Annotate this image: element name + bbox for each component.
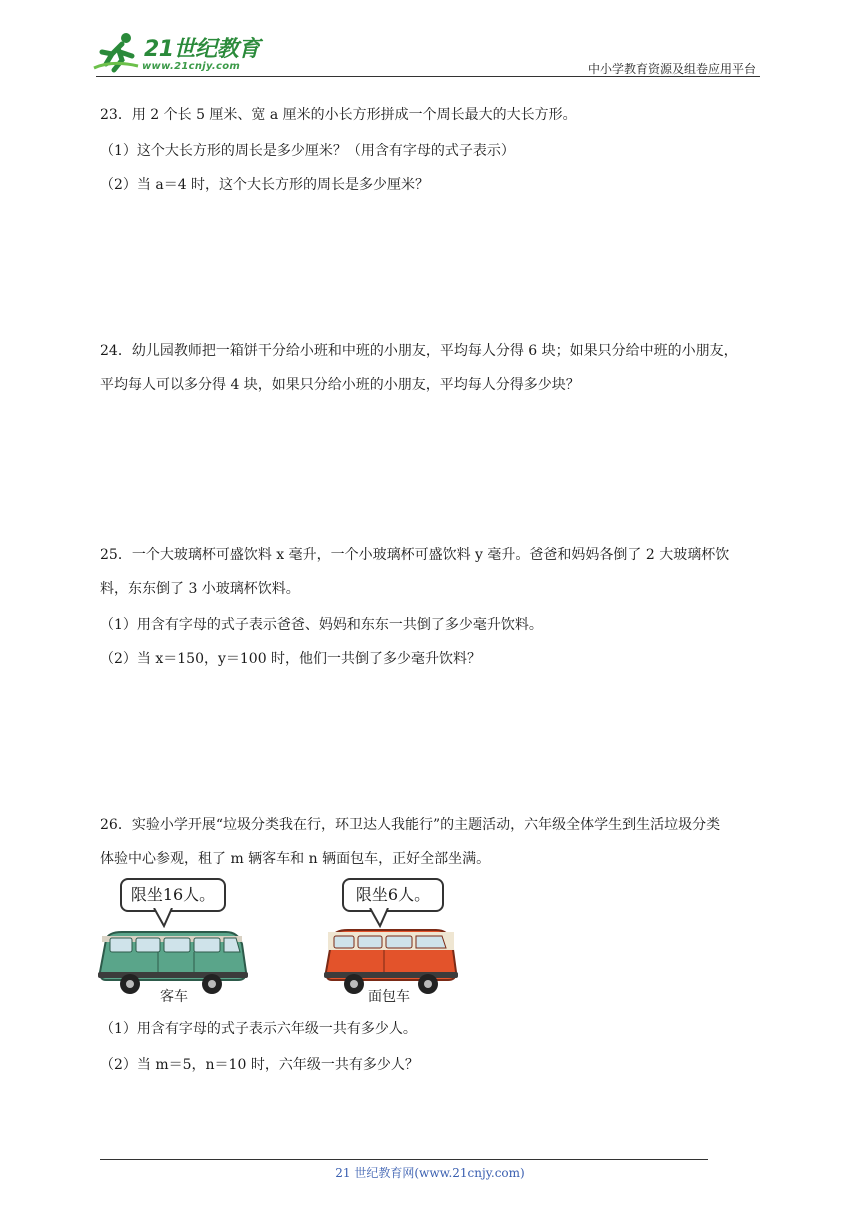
bus-caption-1: 客车 bbox=[160, 989, 188, 1005]
question-25-sub-2: （2）当 x＝150，y＝100 时，他们一共倒了多少毫升饮料？ bbox=[100, 651, 482, 667]
bus-capacity-bubble-1: 限坐16人。 bbox=[120, 878, 226, 912]
question-26-line-2: 体验中心参观，租了 m 辆客车和 n 辆面包车，正好全部坐满。 bbox=[100, 851, 491, 867]
header-platform-name: 中小学教育资源及组卷应用平台 bbox=[587, 62, 756, 76]
header-divider bbox=[96, 76, 760, 77]
logo-text: 21世纪教育 bbox=[144, 37, 260, 62]
runner-logo-icon bbox=[92, 30, 142, 74]
question-24 bbox=[100, 334, 764, 402]
logo-url: www.21cnjy.com bbox=[142, 61, 241, 72]
question-23-line-1: 23．用 2 个长 5 厘米、宽 a 厘米的小长方形拼成一个周长最大的大长方形。 bbox=[100, 107, 577, 123]
question-24-line-1: 24．幼儿园教师把一箱饼干分给小班和中班的小朋友，平均每人分得 6 块；如果只分给中班的小朋友， bbox=[100, 343, 738, 359]
question-26 bbox=[100, 808, 764, 876]
bus-capacity-bubble-2: 限坐6人。 bbox=[342, 878, 444, 912]
question-25-line-1: 25．一个大玻璃杯可盛饮料 x 毫升，一个小玻璃杯可盛饮料 y 毫升。爸爸和妈妈各倒了 2 大玻璃杯饮 bbox=[100, 547, 730, 563]
question-26-line-1: 26．实验小学开展“垃圾分类我在行，环卫达人我能行”的主题活动，六年级全体学生到生活垃圾分类 bbox=[100, 817, 721, 833]
bus-caption-2: 面包车 bbox=[368, 989, 410, 1005]
question-25-sub-1: （1）用含有字母的式子表示爸爸、妈妈和东东一共倒了多少毫升饮料。 bbox=[100, 617, 543, 633]
footer-divider bbox=[100, 1159, 708, 1160]
page-header bbox=[0, 0, 860, 80]
footer-link[interactable]: 21 世纪教育网(www.21cnjy.com) bbox=[335, 1166, 525, 1180]
question-23-sub-2: （2）当 a＝4 时，这个大长方形的周长是多少厘米？ bbox=[100, 177, 430, 193]
question-23 bbox=[100, 98, 764, 132]
bubble-tail-icon bbox=[152, 908, 176, 928]
logo bbox=[92, 30, 262, 80]
question-25 bbox=[100, 538, 764, 606]
question-24-line-2: 平均每人可以多分得 4 块，如果只分给小班的小朋友，平均每人分得多少块？ bbox=[100, 377, 580, 393]
question-23-sub-1: （1）这个大长方形的周长是多少厘米？（用含有字母的式子表示） bbox=[100, 143, 515, 159]
question-26-sub-1: （1）用含有字母的式子表示六年级一共有多少人。 bbox=[100, 1021, 417, 1037]
bubble-tail-icon bbox=[368, 908, 392, 928]
question-26-sub-2: （2）当 m＝5，n＝10 时，六年级一共有多少人？ bbox=[100, 1057, 419, 1073]
question-25-line-2: 料，东东倒了 3 小玻璃杯饮料。 bbox=[100, 581, 300, 597]
